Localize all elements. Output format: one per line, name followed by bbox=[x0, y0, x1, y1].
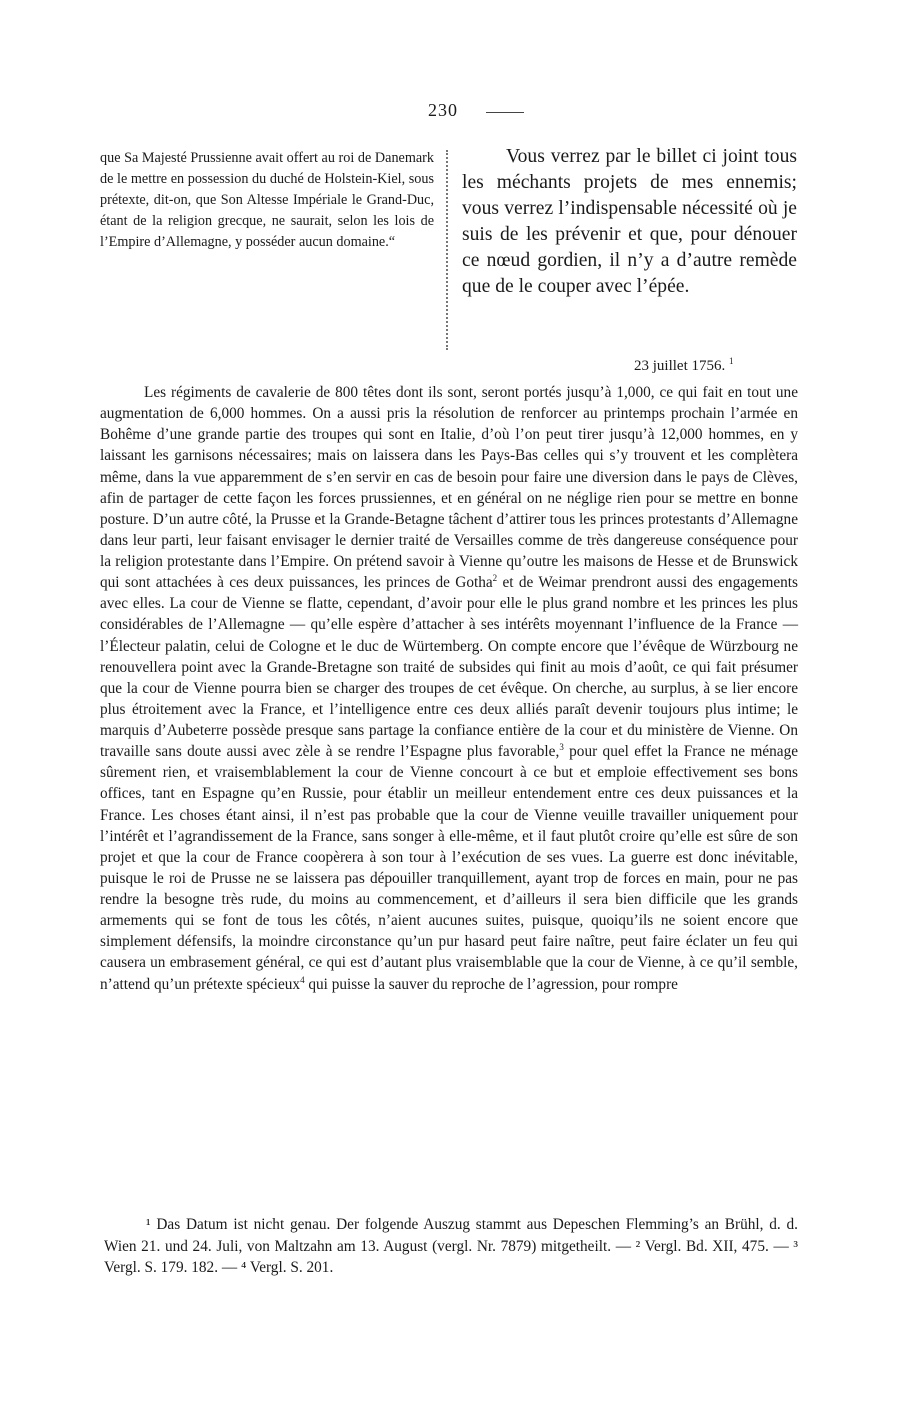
footnote-ref: 2 bbox=[492, 573, 498, 584]
date-text: 23 juillet 1756. bbox=[634, 358, 726, 374]
left-column-text: que Sa Majesté Prussienne avait offert au roi de Danemark de le mettre en possession du duché de Holstein-Kiel, sous prétexte, dit-on, que Son Altesse Impériale le Grand-Duc, étant de la religion grecque, ne saurait, selon les lois de l’Empire d’Allemagne, y posséder aucun domaine.“ bbox=[100, 150, 434, 251]
right-column-text: Vous verrez par le billet ci joint tous les méchants projets de mes ennemis; vous verrez l’indispensable nécessité où je suis de les prévenir et que, pour dénouer ce nœud gordien, il n’y a d’autre remède que de le couper avec l’épée. bbox=[462, 146, 797, 297]
page-number: 230 bbox=[428, 100, 458, 120]
main-body bbox=[100, 382, 798, 995]
main-paragraph bbox=[100, 382, 798, 995]
letter-date bbox=[634, 356, 734, 375]
body-text-part-4: qui puisse la sauver du reproche de l’agression, pour rompre bbox=[304, 975, 678, 993]
right-column bbox=[462, 144, 797, 299]
page-number-rule bbox=[486, 112, 524, 113]
body-text-part-1: Les régiments de cavalerie de 800 têtes dont ils sont, seront portés jusqu’à 1,000, ce qui fait en tout une augmentation de 6,000 hommes. On a aussi pris la résolution de renforcer au printemps prochain l’armée en Bohême d’une grande partie des troupes qui sont en Italie, d’où l’on peut tirer jusqu’à 12,000 hommes, en y laissant les garnisons nécessaires; mais on laissera dans les Pays-Bas celles qui s’y trouvent et les complètera même, dans la vue apparemment de s’en servir en cas de besoin pour faire une diversion dans le pays de Clèves, afin de partager de cette façon les forces prussiennes, et en général on ne néglige rien pour se mettre en bonne posture. D’un autre côté, la Prusse et la Grande-Betagne tâchent d’attirer tous les princes protestants d’Allemagne dans leur parti, leur faisant envisager le dernier traité de Versailles comme de très dangereuse conséquence pour la religion protestante dans l’Empire. On prétend savoir à Vienne qu’outre les maisons de Hesse et de Brunswick qui sont attachées à ces deux puissances, les princes de Gotha bbox=[100, 384, 798, 592]
body-text-part-2: et de Weimar prendront aussi des engagements avec elles. La cour de Vienne se flatte, cependant, d’avoir pour elle le plus grand nombre et les princes les plus considérables de l’Allemagne — qu’elle espère d’attacher à ses intérêts moyennant l’influence de la France — l’Électeur palatin, celui de Cologne et le duc de Würtemberg. On compte encore que l’évêque de Würzbourg ne renouvellera point avec la Grande-Bretagne son traité de subsides qui finit au mois d’août, ce qui fait présumer que la cour de Vienne pourra bien se charger des troupes de cet évêque. On cherche, au surplus, à se lier encore plus étroitement avec la France, et l’intelligence entre ces deux alliés paraît devenir toujours plus intime; le marquis d’Aubeterre possède presque sans partage la confiance entière de la cour et du ministère de Vienne. On travaille sans doute aussi avec zèle à se rendre l’Espagne plus favorable, bbox=[100, 574, 798, 761]
body-text-part-3: pour quel effet la France ne ménage sûrement rien, et vraisemblablement la cour de Vienne concourt à ce but et emploie effectivement ses bons offices, tant en Espagne qu’en Russie, pour établir un meilleur entendement entre ces deux puissances et la France. Les choses étant ainsi, il n’est pas probable que la cour de Vienne veuille travailler uniquement pour l’intérêt et l’agrandissement de la France, sans songer à elle-même, et il faut plutôt croire qu’elle est sûre de son projet et que la cour de France coopèrera à son tour à l’exécution de ses vues. La guerre est donc inévitable, puisque le roi de Prusse ne se laissera pas dépouiller tranquillement, ayant trop de forces en main, pour ne pas rendre la besogne très rude, du moins au commencement, et d’ailleurs il sera bien difficile que les grands armements qui se font de tous les côtés, n’aient aucunes suites, puisque, quoiqu’ils ne soient encore que simplement défensifs, la moindre circonstance qu’un pur hasard peut faire naître, peut faire éclater un feu qui causera un embrasement général, ce qui est d’autant plus vraisemblable que la cour de Vienne, à ce qu’il semble, n’attend qu’un prétexte spécieux bbox=[100, 743, 799, 993]
footnotes bbox=[104, 1214, 798, 1279]
footnote-ref: 4 bbox=[300, 974, 305, 985]
footnote-text: ¹ Das Datum ist nicht genau. Der folgende Auszug stammt aus Depeschen Flemming’s an Brühl, d. d. Wien 21. und 24. Juli, von Maltzahn am 13. August (vergl. Nr. 7879) mitgetheilt. — ² Vergl. Bd. XII, 475. — ³ Vergl. S. 179. 182. — ⁴ Vergl. S. 201. bbox=[104, 1216, 798, 1276]
footnote-ref: 1 bbox=[729, 356, 734, 366]
column-divider bbox=[446, 150, 448, 350]
footnote-ref: 3 bbox=[559, 742, 564, 753]
